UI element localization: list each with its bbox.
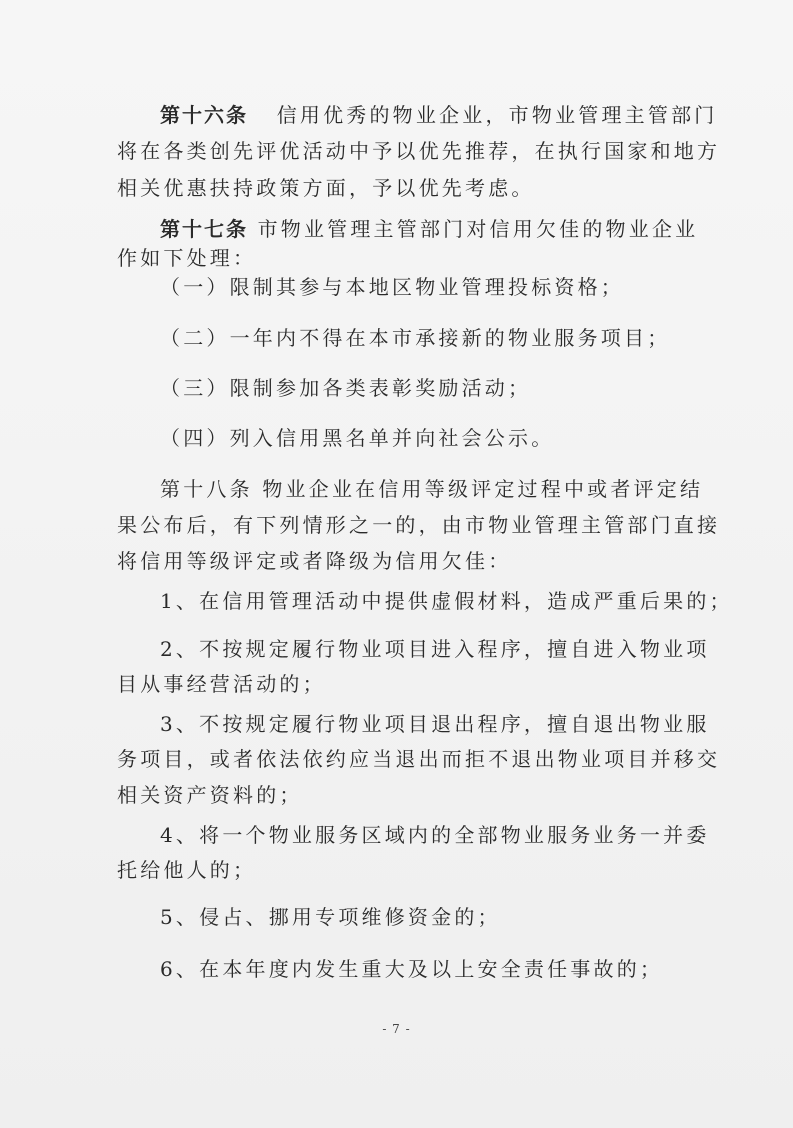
article17-item3: （三）限制参加各类表彰奖励活动； (160, 376, 532, 400)
article17-item1: （一）限制其参与本地区物业管理投标资格； (160, 275, 624, 299)
article18-item6: 6、在本年度内发生重大及以上安全责任事故的； (160, 957, 664, 981)
article17-line1: 第十七条 市物业管理主管部门对信用欠佳的物业企业 (160, 217, 699, 241)
article18-item3-line3: 相关资产资料的； (117, 783, 303, 807)
page-number: - 7 - (382, 1022, 411, 1036)
article18-item3-line1: 3、不按规定履行物业项目退出程序，擅自退出物业服 (160, 712, 710, 736)
article18-line3: 将信用等级评定或者降级为信用欠佳： (117, 549, 512, 573)
article17-item4: （四）列入信用黑名单并向社会公示。 (160, 426, 555, 450)
article17-item2: （二）一年内不得在本市承接新的物业服务项目； (160, 326, 671, 350)
article18-item1: 1、在信用管理活动中提供虚假材料，造成严重后果的； (160, 589, 733, 613)
article18-item2-line1: 2、不按规定履行物业项目进入程序，擅自进入物业项 (160, 637, 710, 661)
article18-item4-line2: 托给他人的； (117, 858, 257, 882)
article18-line2: 果公布后，有下列情形之一的，由市物业管理主管部门直接 (117, 513, 721, 537)
article18-item2-line2: 目从事经营活动的； (117, 672, 326, 696)
article17-heading: 第十七条 (160, 217, 248, 241)
article18-line1: 第十八条 物业企业在信用等级评定过程中或者评定结 (160, 477, 704, 501)
article17-line2: 作如下处理： (117, 246, 257, 270)
article16-line1: 第十六条 信用优秀的物业企业，市物业管理主管部门 (160, 103, 718, 127)
article16-line3: 相关优惠扶持政策方面，予以优先考虑。 (117, 176, 535, 200)
article18-item4-line1: 4、将一个物业服务区域内的全部物业服务业务一并委 (160, 823, 710, 847)
article18-item5: 5、侵占、挪用专项维修资金的； (160, 905, 501, 929)
article18-item3-line2: 务项目，或者依法依约应当退出而拒不退出物业项目并移交 (117, 747, 721, 771)
article16-line2: 将在各类创先评优活动中予以优先推荐，在执行国家和地方 (117, 139, 721, 163)
article16-heading: 第十六条 (160, 103, 248, 127)
